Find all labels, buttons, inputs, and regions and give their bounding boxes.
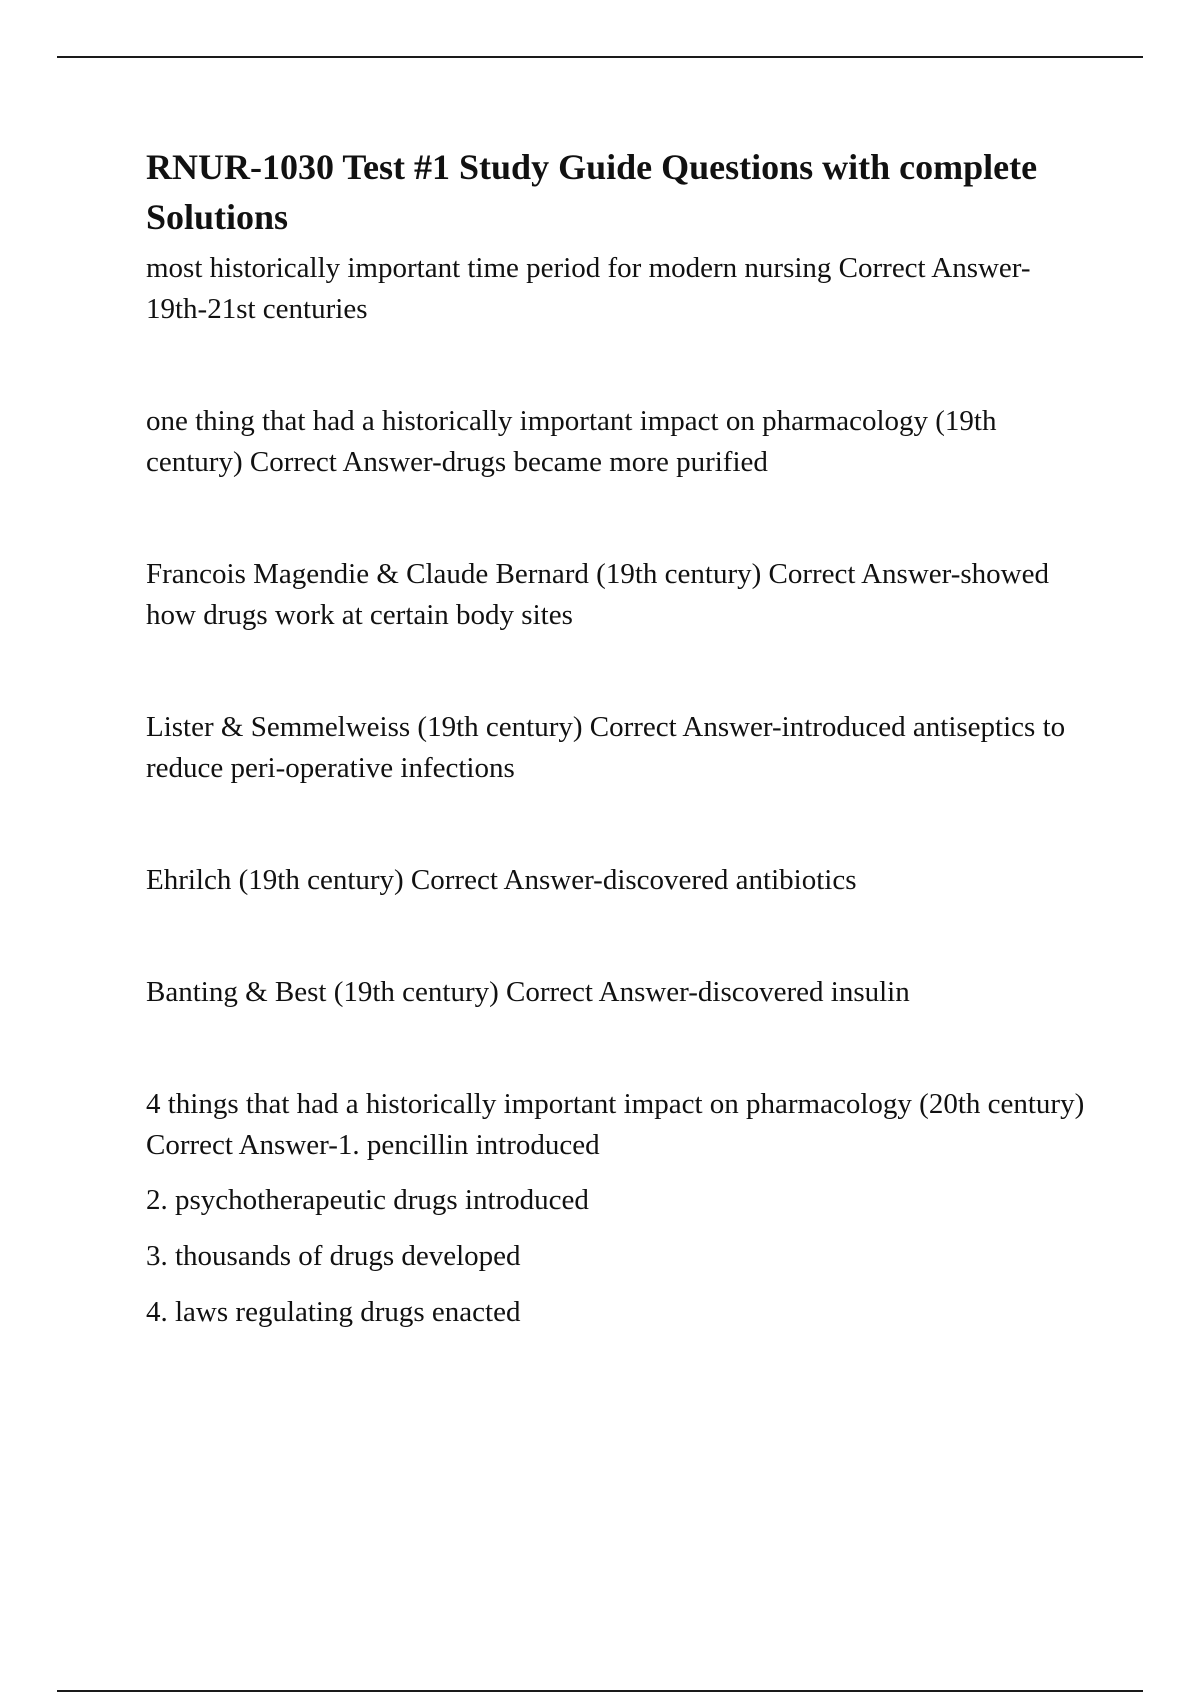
answer-continuation-line: 3. thousands of drugs developed — [146, 1240, 521, 1272]
qa-item: one thing that had a historically important impact on pharmacology (19th century) Correct Answer-drugs became more purified — [146, 405, 997, 478]
document-body — [146, 142, 1086, 1333]
answer-continuation-line: 4. laws regulating drugs enacted — [146, 1296, 521, 1328]
qa-item: Banting & Best (19th century) Correct Answer-discovered insulin — [146, 976, 910, 1008]
qa-item: 4 things that had a historically important impact on pharmacology (20th century) Correct Answer-1. pencillin introduced — [146, 1088, 1085, 1161]
top-rule — [57, 56, 1143, 58]
qa-item: Lister & Semmelweiss (19th century) Correct Answer-introduced antiseptics to reduce peri-operative infections — [146, 711, 1066, 784]
document-title: RNUR-1030 Test #1 Study Guide Questions with complete Solutions — [146, 147, 1038, 237]
answer-continuation-line: 2. psychotherapeutic drugs introduced — [146, 1184, 589, 1216]
bottom-rule — [57, 1690, 1143, 1692]
qa-item: Ehrilch (19th century) Correct Answer-discovered antibiotics — [146, 864, 857, 896]
qa-item: Francois Magendie & Claude Bernard (19th century) Correct Answer-showed how drugs work at certain body sites — [146, 558, 1049, 631]
qa-item: most historically important time period for modern nursing Correct Answer-19th-21st centuries — [146, 252, 1031, 325]
